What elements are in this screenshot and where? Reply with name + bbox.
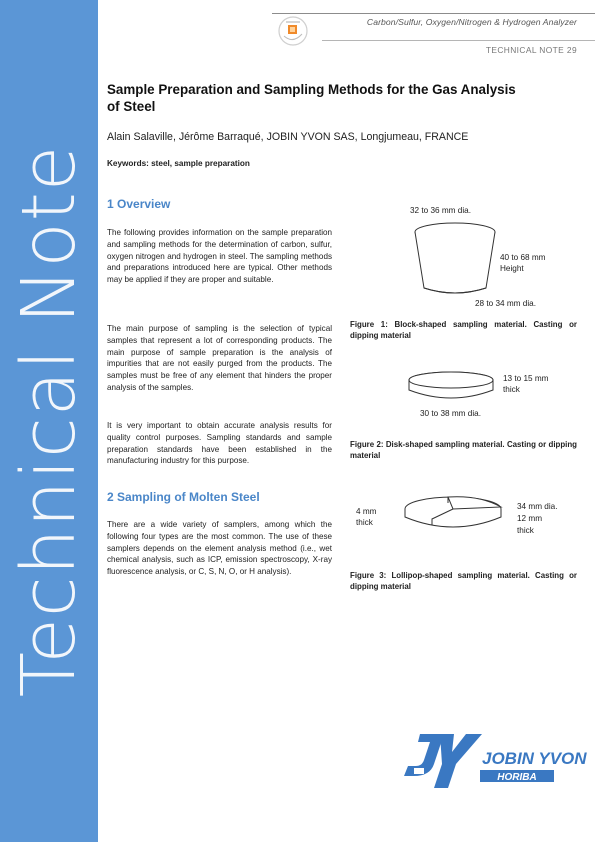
- document-keywords: Keywords: steel, sample preparation: [107, 159, 250, 168]
- section-heading-molten-steel: 2 Sampling of Molten Steel: [107, 490, 260, 504]
- figure-3-left-label: 4 mm: [356, 507, 377, 516]
- figure-2-bottom-label: 30 to 38 mm dia.: [420, 409, 481, 418]
- svg-text:JOBIN YVON: JOBIN YVON: [482, 749, 587, 768]
- figure-2-caption: Figure 2: Disk-shaped sampling material. Casting or dipping material: [350, 440, 577, 460]
- document-title: Sample Preparation and Sampling Methods for the Gas Analysis of Steel: [107, 82, 516, 114]
- header-divider: [322, 40, 595, 41]
- figure-3-caption: Figure 3: Lollipop-shaped sampling material. Casting or dipping material: [350, 571, 577, 591]
- paragraph: The main purpose of sampling is the selection of typical samples that represent a lot of corresponding products. The main purpose of sample preparation is the analysis of impurities that are not easily purged from the products. The samples must be free of any element that hinders the proper analysis of the samples.: [107, 324, 332, 392]
- sidebar-band: [0, 0, 98, 842]
- sidebar-title: Technical Note: [6, 144, 92, 698]
- header-subtitle: TECHNICAL NOTE 29: [485, 45, 577, 55]
- figure-1-caption: Figure 1: Block-shaped sampling material. Casting or dipping material: [350, 320, 577, 340]
- figure-1-top-label: 32 to 36 mm dia.: [410, 206, 471, 215]
- figure-2-thickness-label: 13 to 15 mm: [503, 374, 549, 383]
- svg-text:HORIBA: HORIBA: [497, 772, 537, 783]
- lollipop-sample-illustration: [400, 485, 510, 535]
- disk-sample-illustration: [405, 368, 500, 408]
- figure-3-thickness-unit: thick: [517, 526, 534, 535]
- figure-1-height-label: 40 to 68 mm: [500, 253, 546, 262]
- figure-2-thickness-unit: thick: [503, 385, 520, 394]
- document-authors: Alain Salaville, Jérôme Barraqué, JOBIN YVON SAS, Longjumeau, FRANCE: [107, 131, 469, 143]
- figure-3-left-unit: thick: [356, 518, 373, 527]
- figure-3-diameter-label: 34 mm dia.: [517, 502, 558, 511]
- section-heading-overview: 1 Overview: [107, 197, 171, 211]
- paragraph: It is very important to obtain accurate analysis results for quality control purposes. Sampling standards and sample preparation standards have been established in the manufacturing industry for this purpose.: [107, 421, 332, 466]
- figure-3-thickness-label: 12 mm: [517, 514, 543, 523]
- header-title: Carbon/Sulfur, Oxygen/Nitrogen & Hydrogen Analyzer: [366, 17, 577, 27]
- figure-1-height-unit: Height: [500, 264, 524, 273]
- block-sample-illustration: [410, 218, 500, 298]
- figure-1-bottom-label: 28 to 34 mm dia.: [475, 299, 536, 308]
- paragraph: The following provides information on the sample preparation and sampling methods for the determination of carbon, sulfur, oxygen nitrogen and hydrogen in steel. The sampling methods and preparations introduced here are typical. Other methods may be applied if they are proper and suitable.: [107, 228, 332, 285]
- paragraph: There are a wide variety of samplers, among which the following four types are the most common. The use of these samplers depends on the element analysis method (i.e., wet chemical analysis, such as ICP, emission spectroscopy, X-ray fluorescence analysis, or C, S, N, O, or H analysis).: [107, 520, 332, 577]
- jobin-yvon-horiba-logo: [400, 730, 587, 790]
